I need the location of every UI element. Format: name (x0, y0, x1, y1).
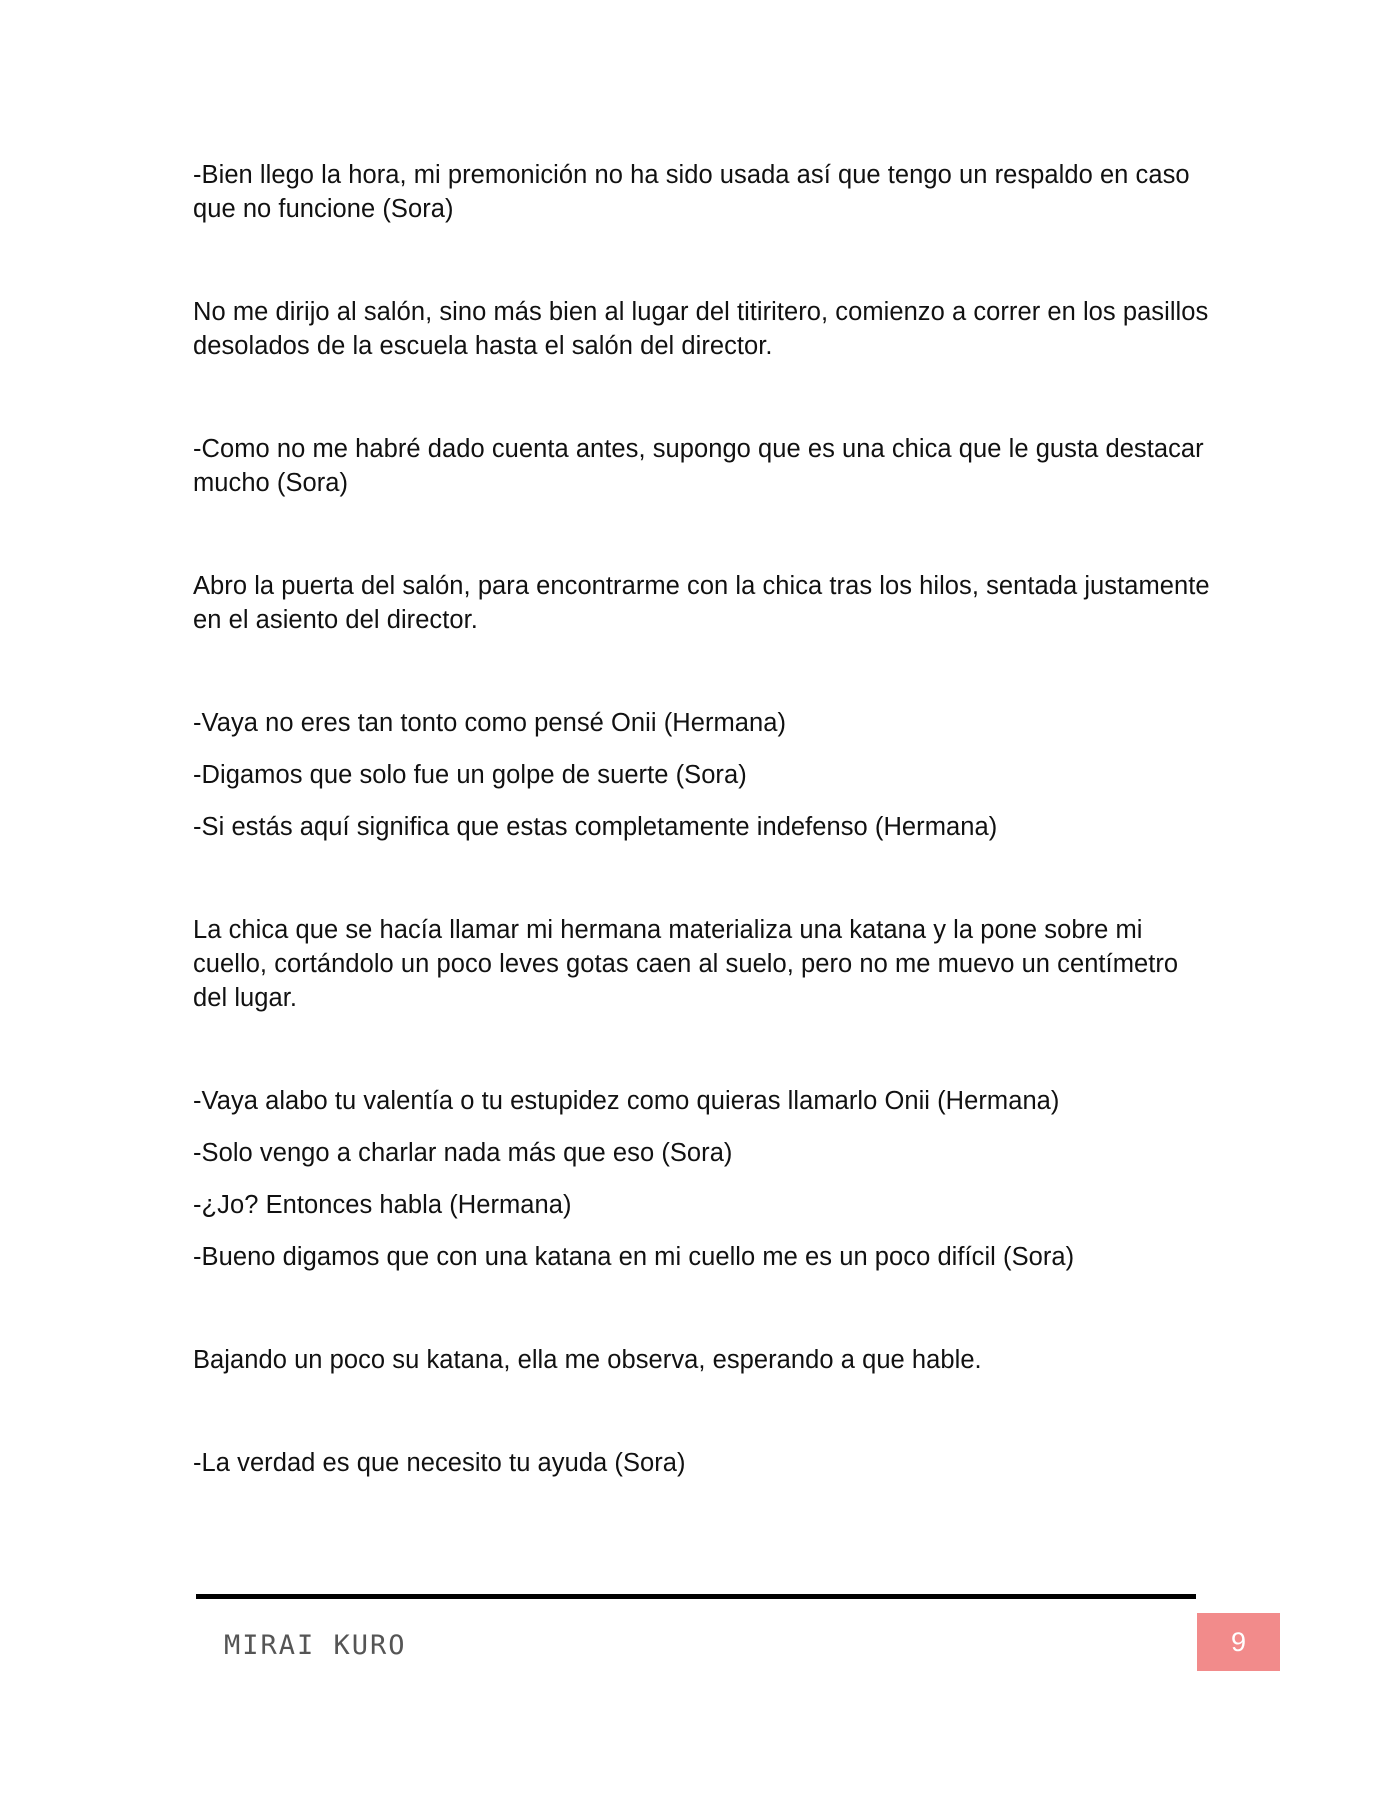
paragraph-1: -Bien llego la hora, mi premonición no ha sido usada así que tengo un respaldo en caso que no funcione (Sora) (193, 161, 1190, 223)
paragraph-3: -Como no me habré dado cuenta antes, supongo que es una chica que le gusta destacar mucho (Sora) (193, 435, 1204, 497)
dialogue-line: -¿Jo? Entonces habla (Hermana) (193, 1191, 572, 1219)
footer-brand: MIRAI KURO (224, 1630, 407, 1661)
page-number-badge (1197, 1613, 1280, 1671)
paragraph-2: No me dirijo al salón, sino más bien al lugar del titiritero, comienzo a correr en los pasillos desolados de la escuela hasta el salón del director. (193, 298, 1209, 360)
page-number: 9 (1230, 1626, 1247, 1657)
dialogue-line: -Solo vengo a charlar nada más que eso (Sora) (193, 1139, 733, 1167)
dialogue-line: -La verdad es que necesito tu ayuda (Sora) (193, 1449, 686, 1477)
paragraph-4: Abro la puerta del salón, para encontrarme con la chica tras los hilos, sentada justamente en el asiento del director. (193, 572, 1210, 634)
dialogue-line: -Vaya alabo tu valentía o tu estupidez como quieras llamarlo Onii (Hermana) (193, 1087, 1060, 1115)
dialogue-line: -Bueno digamos que con una katana en mi cuello me es un poco difícil (Sora) (193, 1243, 1075, 1271)
dialogue-line: -Vaya no eres tan tonto como pensé Onii (Hermana) (193, 709, 787, 737)
paragraph-narration: La chica que se hacía llamar mi hermana materializa una katana y la pone sobre mi cuello, cortándolo un poco leves gotas caen al suelo, pero no me muevo un centímetro del lugar. (193, 916, 1179, 1012)
dialogue-line: -Digamos que solo fue un golpe de suerte (Sora) (193, 761, 747, 789)
dialogue-line: -Si estás aquí significa que estas completamente indefenso (Hermana) (193, 813, 998, 841)
paragraph-narration: Bajando un poco su katana, ella me observa, esperando a que hable. (193, 1346, 982, 1374)
page-body (193, 158, 1213, 1480)
footer-divider (196, 1594, 1196, 1599)
